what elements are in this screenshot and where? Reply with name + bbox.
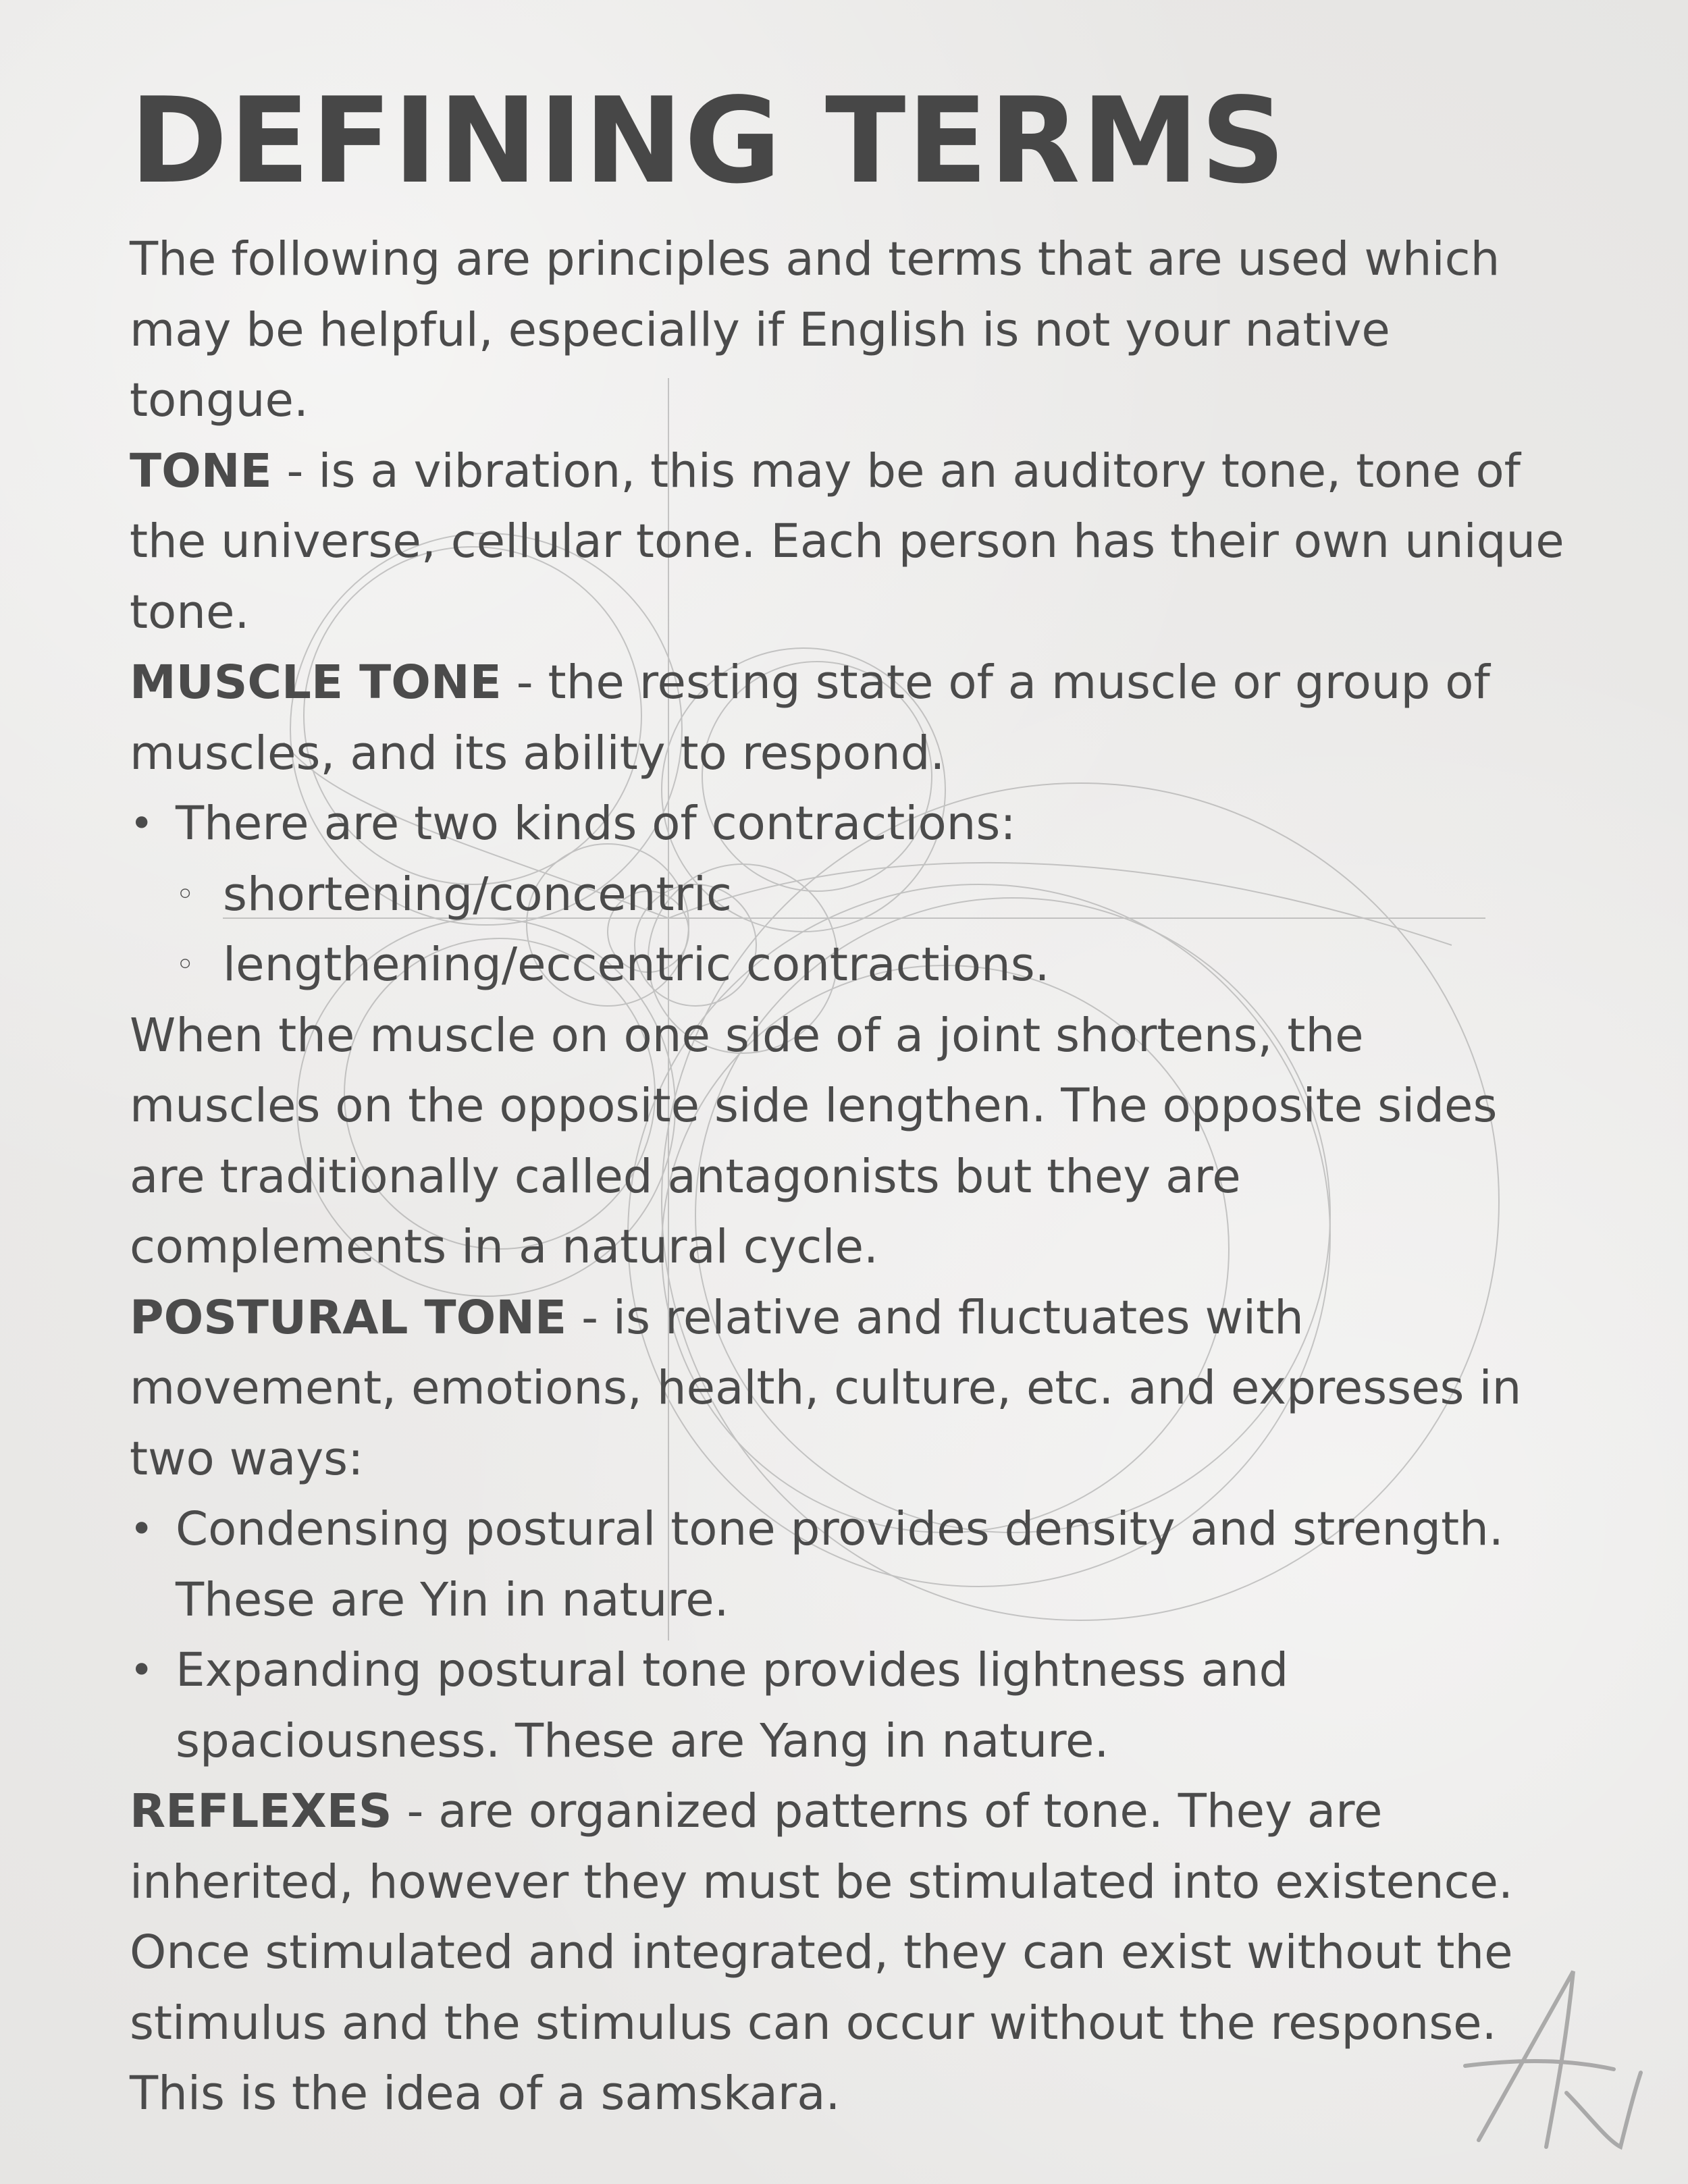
bullet-icon: • bbox=[130, 1506, 154, 1553]
list-item bbox=[130, 930, 1568, 1001]
condensing-text: Condensing postural tone provides density and strength. These are Yin in nature. bbox=[176, 1502, 1504, 1627]
expanding-text: Expanding postural tone provides lightness and spaciousness. These are Yang in nature. bbox=[176, 1643, 1289, 1768]
muscle-tone-term: MUSCLE TONE bbox=[130, 656, 502, 710]
list-item bbox=[130, 1494, 1568, 1635]
tone-text: - is a vibration, this may be an auditory tone, tone of the universe, cellular tone. Each person has their own unique tone. bbox=[130, 444, 1564, 639]
signature-logo bbox=[1438, 1958, 1654, 2160]
muscle-tone-definition bbox=[130, 647, 1568, 789]
eccentric-text: lengthening/eccentric contractions. bbox=[223, 938, 1050, 992]
postural-tone-text: - is relative and fluctuates with movement, emotions, health, culture, etc. and expresses in two ways: bbox=[130, 1290, 1522, 1486]
contraction-kinds-text: There are two kinds of contractions: bbox=[176, 797, 1016, 851]
reflexes-term: REFLEXES bbox=[130, 1784, 392, 1838]
reflexes-definition bbox=[130, 1776, 1568, 2129]
document-page bbox=[130, 68, 1568, 2129]
bullet-icon: • bbox=[130, 800, 154, 847]
list-item bbox=[130, 789, 1568, 859]
intro-paragraph: The following are principles and terms that are used which may be helpful, especially if English is not your native tongue. bbox=[130, 232, 1500, 427]
postural-tone-term: POSTURAL TONE bbox=[130, 1290, 567, 1345]
muscle-explanation: When the muscle on one side of a joint shortens, the muscles on the opposite side lengthen. The opposite sides are traditionally called antagonists but they are complements in a natural cycle. bbox=[130, 1008, 1498, 1274]
page-title: DEFINING TERMS bbox=[130, 73, 1287, 210]
hollow-bullet-icon: ◦ bbox=[176, 946, 195, 984]
list-item bbox=[130, 859, 1568, 930]
tone-definition bbox=[130, 436, 1568, 648]
reflexes-text: - are organized patterns of tone. They are inherited, however they must be stimulated into existence. Once stimulated and integrated, they can exist without the stimulus and the stimulus can occur without the response. This is the idea of a samskara. bbox=[130, 1784, 1513, 2121]
concentric-text: shortening/concentric bbox=[223, 867, 732, 922]
hollow-bullet-icon: ◦ bbox=[176, 875, 195, 913]
tone-term: TONE bbox=[130, 444, 272, 498]
muscle-tone-text: - the resting state of a muscle or group of muscles, and its ability to respond. bbox=[130, 656, 1490, 780]
bullet-icon: • bbox=[130, 1647, 154, 1694]
postural-tone-definition bbox=[130, 1283, 1568, 1495]
list-item bbox=[130, 1635, 1568, 1776]
